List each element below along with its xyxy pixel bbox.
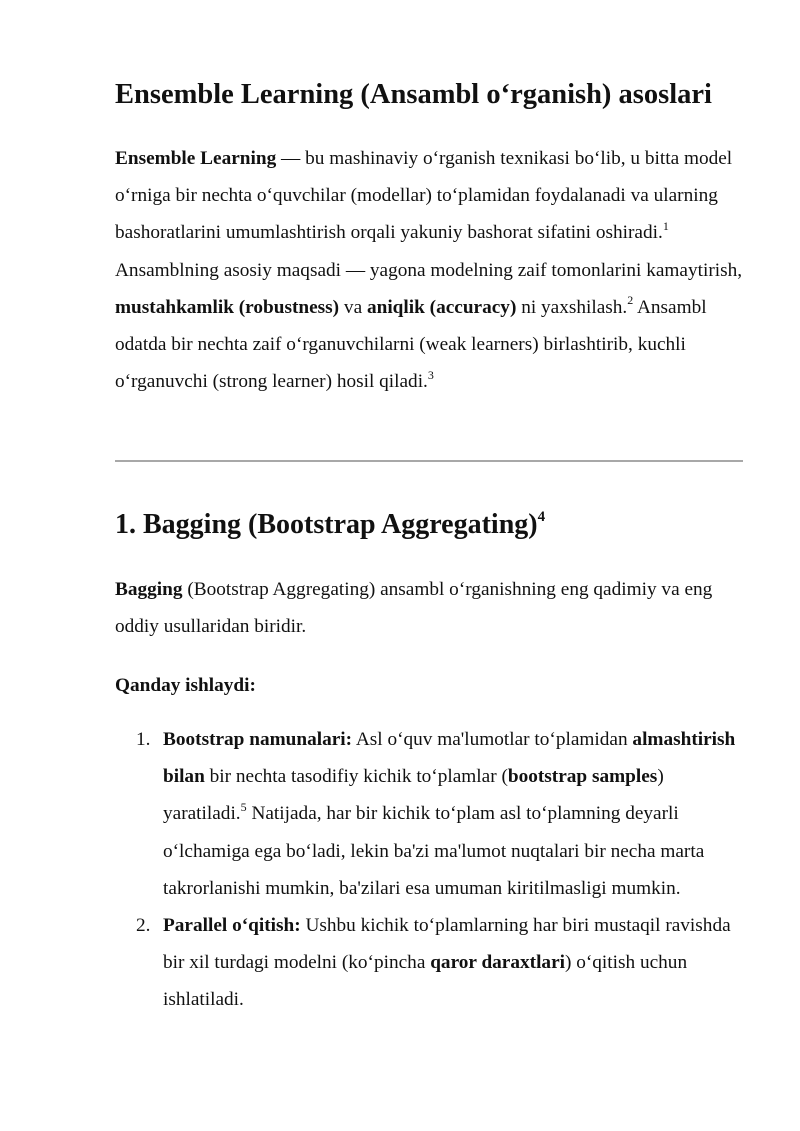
list-item-parallel: [115, 907, 743, 1019]
bagging-term: Bagging: [115, 579, 183, 600]
step-1-text-3: ) yaratiladi.: [163, 766, 664, 825]
step-2-text-2: ) o‘qitish uchun ishlatiladi.: [163, 952, 688, 1011]
intro-term: Ensemble Learning: [115, 148, 277, 169]
intro-paragraph: [115, 140, 743, 400]
step-2-bold-trees: qaror daraxtlari: [430, 952, 565, 974]
step-1-bold-samples: bootstrap samples: [507, 766, 658, 788]
intro-robustness: mustahkamlik (robustness): [115, 296, 340, 318]
intro-accuracy: aniqlik (accuracy): [366, 296, 517, 318]
page-title: Ensemble Learning (Ansambl o‘rganish) asoslari: [115, 79, 712, 110]
intro-text-1: — bu mashinaviy o‘rganish texnikasi bo‘lib, u bitta model o‘rniga bir nechta o‘quvchilar (modellar) to‘plamidan foydalanadi va ularning bashoratlarini umumlashtirish orqali yakuniy bashorat sifatini oshiradi.: [115, 148, 733, 244]
section-heading-bagging: [115, 506, 545, 544]
footnote-ref-1[interactable]: 1: [662, 218, 669, 233]
section-divider: [115, 460, 743, 462]
step-2-title: Parallel o‘qitish:: [163, 915, 301, 937]
step-1-text-2: bir nechta tasodifiy kichik to‘plamlar (: [204, 766, 508, 788]
footnote-ref-2[interactable]: 2: [627, 293, 634, 308]
intro-text-2: Ansamblning asosiy maqsadi — yagona modelning zaif tomonlarini kamaytirish,: [115, 259, 743, 281]
step-1-bold-replacement: almashtirish bilan: [163, 729, 736, 788]
step-1-text-4: Natijada, har bir kichik to‘plam asl to‘plamning deyarli o‘lchamiga ega bo‘ladi, lekin ba'zi ma'lumot nuqtalari bir necha marta takrorlanishi mumkin, ba'zilari esa umuman kiritilmasligi mumkin.: [163, 803, 705, 899]
footnote-ref-5[interactable]: 5: [240, 799, 247, 814]
how-it-works-label: Qanday ishlaydi:: [115, 675, 256, 696]
section-heading-text: 1. Bagging (Bootstrap Aggregating): [115, 509, 538, 540]
intro-text-5: Ansambl odatda bir nechta zaif o‘rganuvchilarni (weak learners) birlashtirib, kuchli o‘rganuvchi (strong learner) hosil qiladi.: [115, 296, 707, 393]
bagging-intro-text: (Bootstrap Aggregating) ansambl o‘rganishning eng qadimiy va eng oddiy usullaridan biridir.: [115, 579, 713, 638]
list-item-number: 2.: [136, 915, 151, 937]
step-1-title: Bootstrap namunalari:: [163, 729, 353, 750]
footnote-ref-3[interactable]: 3: [427, 367, 434, 382]
intro-text-4: ni yaxshilash.: [516, 296, 628, 318]
footnote-ref-4[interactable]: 4: [537, 508, 546, 525]
steps-list: [115, 721, 743, 1019]
step-1-text-1: Asl o‘quv ma'lumotlar to‘plamidan: [352, 729, 633, 750]
list-item-bootstrap: [115, 721, 743, 907]
intro-text-3: va: [339, 296, 367, 318]
bagging-intro-paragraph: [115, 571, 743, 645]
list-item-number: 1.: [136, 729, 151, 750]
step-2-text-1: Ushbu kichik to‘plamlarning har biri mustaqil ravishda bir xil turdagi modelni (ko‘pincha: [163, 915, 731, 974]
